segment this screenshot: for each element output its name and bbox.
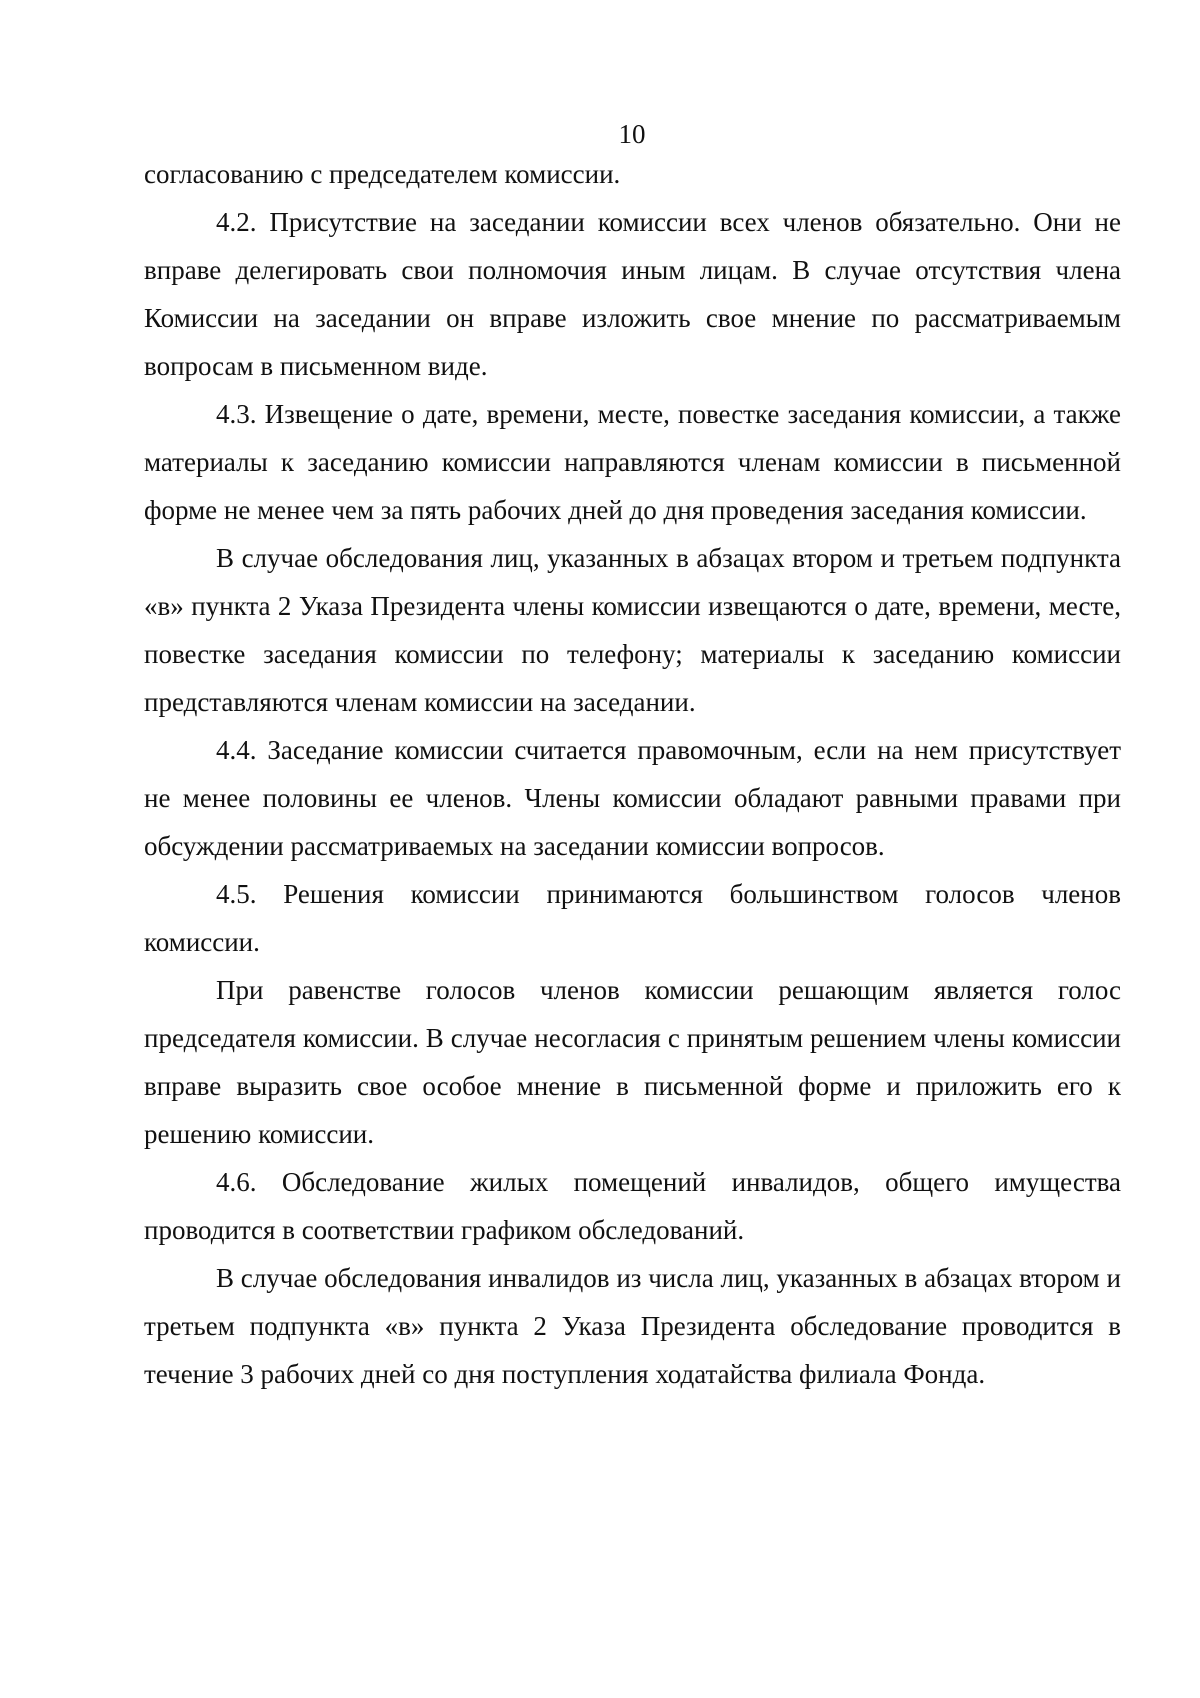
paragraph-4-3-note: В случае обследования лиц, указанных в абзацах втором и третьем подпункта «в» пункта 2 Указа Президента члены комиссии извещаются о дате, времени, месте, повестке заседания комиссии по телефону; материалы к заседанию комиссии представляются членам комиссии на заседании. [144,543,1121,717]
paragraph-continuation: согласованию с председателем комиссии. [144,159,621,189]
paragraph-4-5: 4.5. Решения комиссии принимаются большинством голосов членов комиссии. [144,879,1121,957]
paragraph-4-2: 4.2. Присутствие на заседании комиссии всех членов обязательно. Они не вправе делегировать свои полномочия иным лицам. В случае отсутствия члена Комиссии на заседании он вправе изложить свое мнение по рассматриваемым вопросам в письменном виде. [144,207,1121,381]
paragraph-4-6-note: В случае обследования инвалидов из числа лиц, указанных в абзацах втором и третьем подпункта «в» пункта 2 Указа Президента обследование проводится в течение 3 рабочих дней со дня поступления ходатайства филиала Фонда. [144,1263,1121,1389]
paragraph-4-4: 4.4. Заседание комиссии считается правомочным, если на нем присутствует не менее половины ее членов. Члены комиссии обладают равными правами при обсуждении рассматриваемых на заседании комиссии вопросов. [144,735,1121,861]
paragraph-4-5-note: При равенстве голосов членов комиссии решающим является голос председателя комиссии. В случае несогласия с принятым решением члены комиссии вправе выразить свое особое мнение в письменной форме и приложить его к решению комиссии. [144,975,1121,1149]
paragraph-4-3: 4.3. Извещение о дате, времени, месте, повестке заседания комиссии, а также материалы к заседанию комиссии направляются членам комиссии в письменной форме не менее чем за пять рабочих дней до дня проведения заседания комиссии. [144,399,1121,525]
paragraph-4-6: 4.6. Обследование жилых помещений инвалидов, общего имущества проводится в соответствии графиком обследований. [144,1167,1121,1245]
document-body [144,150,1121,1398]
page-number: 10 [618,119,646,149]
